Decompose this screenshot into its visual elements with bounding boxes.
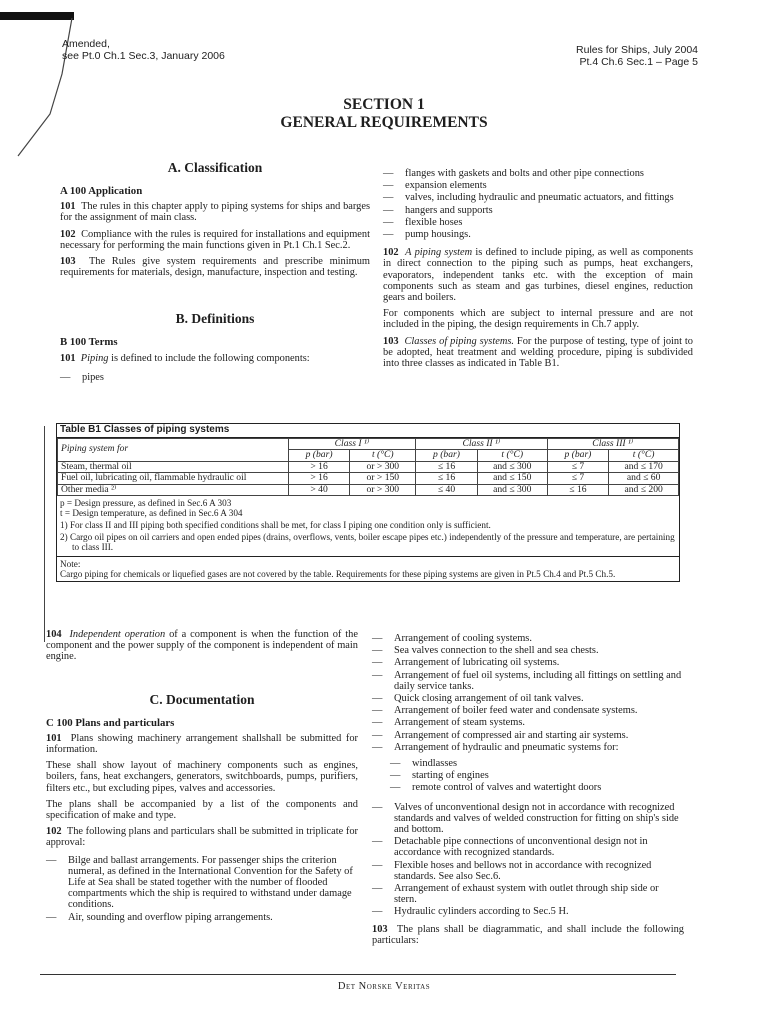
- paragraph-a102: 102 Compliance with the rules is required for installations and equipment necessary for performing the main functions given in Pt.1 Ch.1 Sec.2.: [60, 228, 370, 251]
- table-b1: [56, 423, 680, 582]
- heading-documentation: C. Documentation: [149, 691, 255, 707]
- list-item: — Arrangement of compressed air and starting air systems.: [372, 730, 684, 741]
- subheading-a100: A 100 Application: [60, 185, 143, 197]
- table-cell-system: Other media ²⁾: [58, 484, 289, 496]
- note-label: Note:: [60, 559, 81, 569]
- sub-list-item: — remote control of valves and watertight doors: [372, 782, 684, 793]
- list-item: — Air, sounding and overflow piping arrangements.: [46, 912, 358, 923]
- classes-table: [57, 438, 679, 497]
- col-header-system: Piping system for: [58, 438, 289, 461]
- list-item: — valves, including hydraulic and pneumatic actuators, and fittings: [383, 192, 693, 203]
- paragraph-c103: 103 The plans shall be diagrammatic, and shall include the following particulars:: [372, 923, 684, 946]
- table-body: [58, 461, 679, 496]
- amend-line-2: see Pt.0 Ch.1 Sec.3, January 2006: [62, 50, 225, 62]
- footnote-2: 2) Cargo oil pipes on oil carriers and open ended pipes (drains, overflows, vents, boiler escape pipes etc.) independently of the pressure and temperature, are pertaining to class III.: [60, 532, 675, 552]
- plans-list-left: [46, 855, 358, 923]
- list-item: — Flexible hoses and bellows not in accordance with recognized standards. See also Sec.6.: [372, 860, 684, 882]
- right-column-top: [383, 168, 693, 374]
- amendment-margin-line: [10, 14, 80, 164]
- paragraph-b102-continued: For components which are subject to internal pressure and are not included in the piping, the design requirements in Ch.7 apply.: [383, 308, 693, 331]
- col-header-t: t (°C): [609, 450, 679, 462]
- paragraph-b102: 102 A piping system is defined to include piping, as well as components in direct connection to the piping such as pumps, heat exchangers, evaporators, independent tanks etc. with the exception of main components such as steam and gas turbines, diesel engines, reduction gears and boilers.: [383, 247, 693, 304]
- list-item: — Arrangement of steam systems.: [372, 717, 684, 728]
- table-cell-system: Fuel oil, lubricating oil, flammable hydraulic oil: [58, 473, 289, 485]
- list-item: — pump housings.: [383, 229, 693, 240]
- list-item: — Bilge and ballast arrangements. For passenger ships the criterion numeral, as defined in the International Convention for the Safety of Life at Sea shall be stated together with the number of flooded compartments which the ship is required to withstand under damage conditions.: [46, 855, 358, 911]
- heading-classification: A. Classification: [167, 160, 263, 175]
- list-item: — Valves of unconventional design not in accordance with recognized standards and valves of welded construction for fitting on ship's side and bottom.: [372, 802, 684, 836]
- table-cell-c3t: and ≤ 200: [609, 484, 679, 496]
- table-cell-c1p: > 40: [288, 484, 350, 496]
- subheading-c100: C 100 Plans and particulars: [46, 716, 175, 729]
- subheading-b100: B 100 Terms: [60, 336, 118, 349]
- paragraph-b104: 104 Independent operation of a component is when the function of the component and the power supply of the component is independent of main engine.: [46, 629, 358, 663]
- list-item: — Arrangement of hydraulic and pneumatic systems for:: [372, 742, 684, 753]
- table-cell-c3p: ≤ 16: [547, 484, 609, 496]
- table-cell-c1t: or > 300: [350, 461, 416, 473]
- heading-definitions: B. Definitions: [175, 311, 255, 327]
- list-item: — Sea valves connection to the shell and sea chests.: [372, 645, 684, 656]
- table-cell-c1t: or > 300: [350, 484, 416, 496]
- table-row: [58, 461, 679, 473]
- sub-list-item: — windlasses: [372, 758, 684, 769]
- rules-edition: Rules for Ships, July 2004: [576, 44, 698, 56]
- table-cell-c2t: and ≤ 300: [477, 461, 547, 473]
- publisher-footer: Det Norske Veritas: [337, 981, 431, 992]
- amend-line-1: Amended,: [62, 38, 110, 50]
- table-cell-c3t: and ≤ 170: [609, 461, 679, 473]
- amendment-note: [62, 38, 225, 62]
- section-number: SECTION 1: [343, 96, 425, 113]
- table-cell-c2p: ≤ 16: [416, 461, 478, 473]
- section-name: GENERAL REQUIREMENTS: [280, 114, 488, 131]
- sub-list-item: — starting of engines: [372, 770, 684, 781]
- note-text: Cargo piping for chemicals or liquefied gases are not covered by the table. Requirements for these piping systems are given in Pt.5 Ch.4 and Pt.5 Ch.5.: [60, 569, 616, 579]
- table-cell-c3p: ≤ 7: [547, 461, 609, 473]
- paragraph-b103: 103 Classes of piping systems. For the purpose of testing, type of joint to be adopted, heat treatment and welding procedure, piping is subdivided into three classes as indicated in Table B1.: [383, 335, 693, 370]
- col-header-class1: Class I ¹⁾: [288, 438, 415, 450]
- paragraph-a103: 103 The Rules give system requirements and prescribe minimum requirements for materials, design, manufacture, inspection and testing.: [60, 256, 370, 279]
- list-item-pipes: — pipes: [60, 372, 370, 383]
- list-item: — expansion elements: [383, 180, 693, 191]
- table-cell-system: Steam, thermal oil: [58, 461, 289, 473]
- plans-list-right-2: [372, 802, 684, 918]
- list-item: — Arrangement of fuel oil systems, including all fittings on settling and daily service tanks.: [372, 670, 684, 692]
- left-column-bottom: [46, 629, 358, 924]
- col-header-class2: Class II ¹⁾: [416, 438, 547, 450]
- list-item: — Quick closing arrangement of oil tank valves.: [372, 693, 684, 704]
- definition-p: p = Design pressure, as defined in Sec.6 A 303: [60, 498, 232, 508]
- list-item: — Arrangement of cooling systems.: [372, 633, 684, 644]
- paragraph-a101: 101 The rules in this chapter apply to piping systems for ships and barges for the assignment of main class.: [60, 201, 370, 224]
- list-item: — flexible hoses: [383, 217, 693, 228]
- list-item: — Arrangement of boiler feed water and condensate systems.: [372, 705, 684, 716]
- list-item: — flanges with gaskets and bolts and other pipe connections: [383, 168, 693, 179]
- left-column-top: [60, 160, 370, 383]
- paragraph-c101-list: The plans shall be accompanied by a list of the components and specification of make and type.: [46, 798, 358, 822]
- table-cell-c2p: ≤ 16: [416, 473, 478, 485]
- running-header: [576, 44, 698, 68]
- footnote-1: 1) For class II and III piping both specified conditions shall be met, for class I piping one condition only is sufficient.: [60, 520, 491, 530]
- table-cell-c3p: ≤ 7: [547, 473, 609, 485]
- list-item: — Arrangement of exhaust system with outlet through ship side or stern.: [372, 883, 684, 905]
- table-title: Table B1 Classes of piping systems: [57, 424, 679, 438]
- plans-list-right: [372, 633, 684, 753]
- table-cell-c1p: > 16: [288, 461, 350, 473]
- table-cell-c1p: > 16: [288, 473, 350, 485]
- table-cell-c3t: and ≤ 60: [609, 473, 679, 485]
- piping-components-list: [383, 168, 693, 240]
- table-note: [57, 556, 679, 581]
- col-header-t: t (°C): [350, 450, 416, 462]
- col-header-class3: Class III ¹⁾: [547, 438, 678, 450]
- table-notes: [57, 496, 679, 556]
- hydraulic-systems-list: [372, 758, 684, 794]
- footer-rule: [40, 974, 676, 975]
- col-header-t: t (°C): [477, 450, 547, 462]
- paragraph-c101-layout: These shall show layout of machinery components such as engines, boilers, fans, heat exchangers, generators, switchboards, pumps, purifiers, filters etc., but excluding pipes, valves and accessories.: [46, 760, 358, 794]
- col-header-p: p (bar): [416, 450, 478, 462]
- paragraph-c101: 101 Plans showing machinery arrangement shallshall be submitted for information.: [46, 732, 358, 756]
- definition-t: t = Design temperature, as defined in Sec.6 A 304: [60, 508, 243, 518]
- list-item: — Hydraulic cylinders according to Sec.5 H.: [372, 906, 684, 917]
- col-header-p: p (bar): [547, 450, 609, 462]
- table-row: [58, 473, 679, 485]
- list-item: — Detachable pipe connections of unconventional design not in accordance with recognized standards.: [372, 836, 684, 858]
- table-cell-c2t: and ≤ 300: [477, 484, 547, 496]
- list-item: — hangers and supports: [383, 205, 693, 216]
- table-cell-c2t: and ≤ 150: [477, 473, 547, 485]
- paragraph-b101: 101 Piping is defined to include the following components:: [60, 352, 310, 364]
- paragraph-c102: 102 The following plans and particulars shall be submitted in triplicate for approval:: [46, 826, 358, 849]
- table-cell-c1t: or > 150: [350, 473, 416, 485]
- col-header-p: p (bar): [288, 450, 350, 462]
- section-title: [0, 96, 768, 132]
- right-column-bottom: [372, 633, 684, 951]
- page-reference: Pt.4 Ch.6 Sec.1 – Page 5: [579, 56, 698, 68]
- margin-bracket: [44, 426, 45, 642]
- list-item: — Arrangement of lubricating oil systems.: [372, 657, 684, 668]
- table-row: [58, 484, 679, 496]
- table-cell-c2p: ≤ 40: [416, 484, 478, 496]
